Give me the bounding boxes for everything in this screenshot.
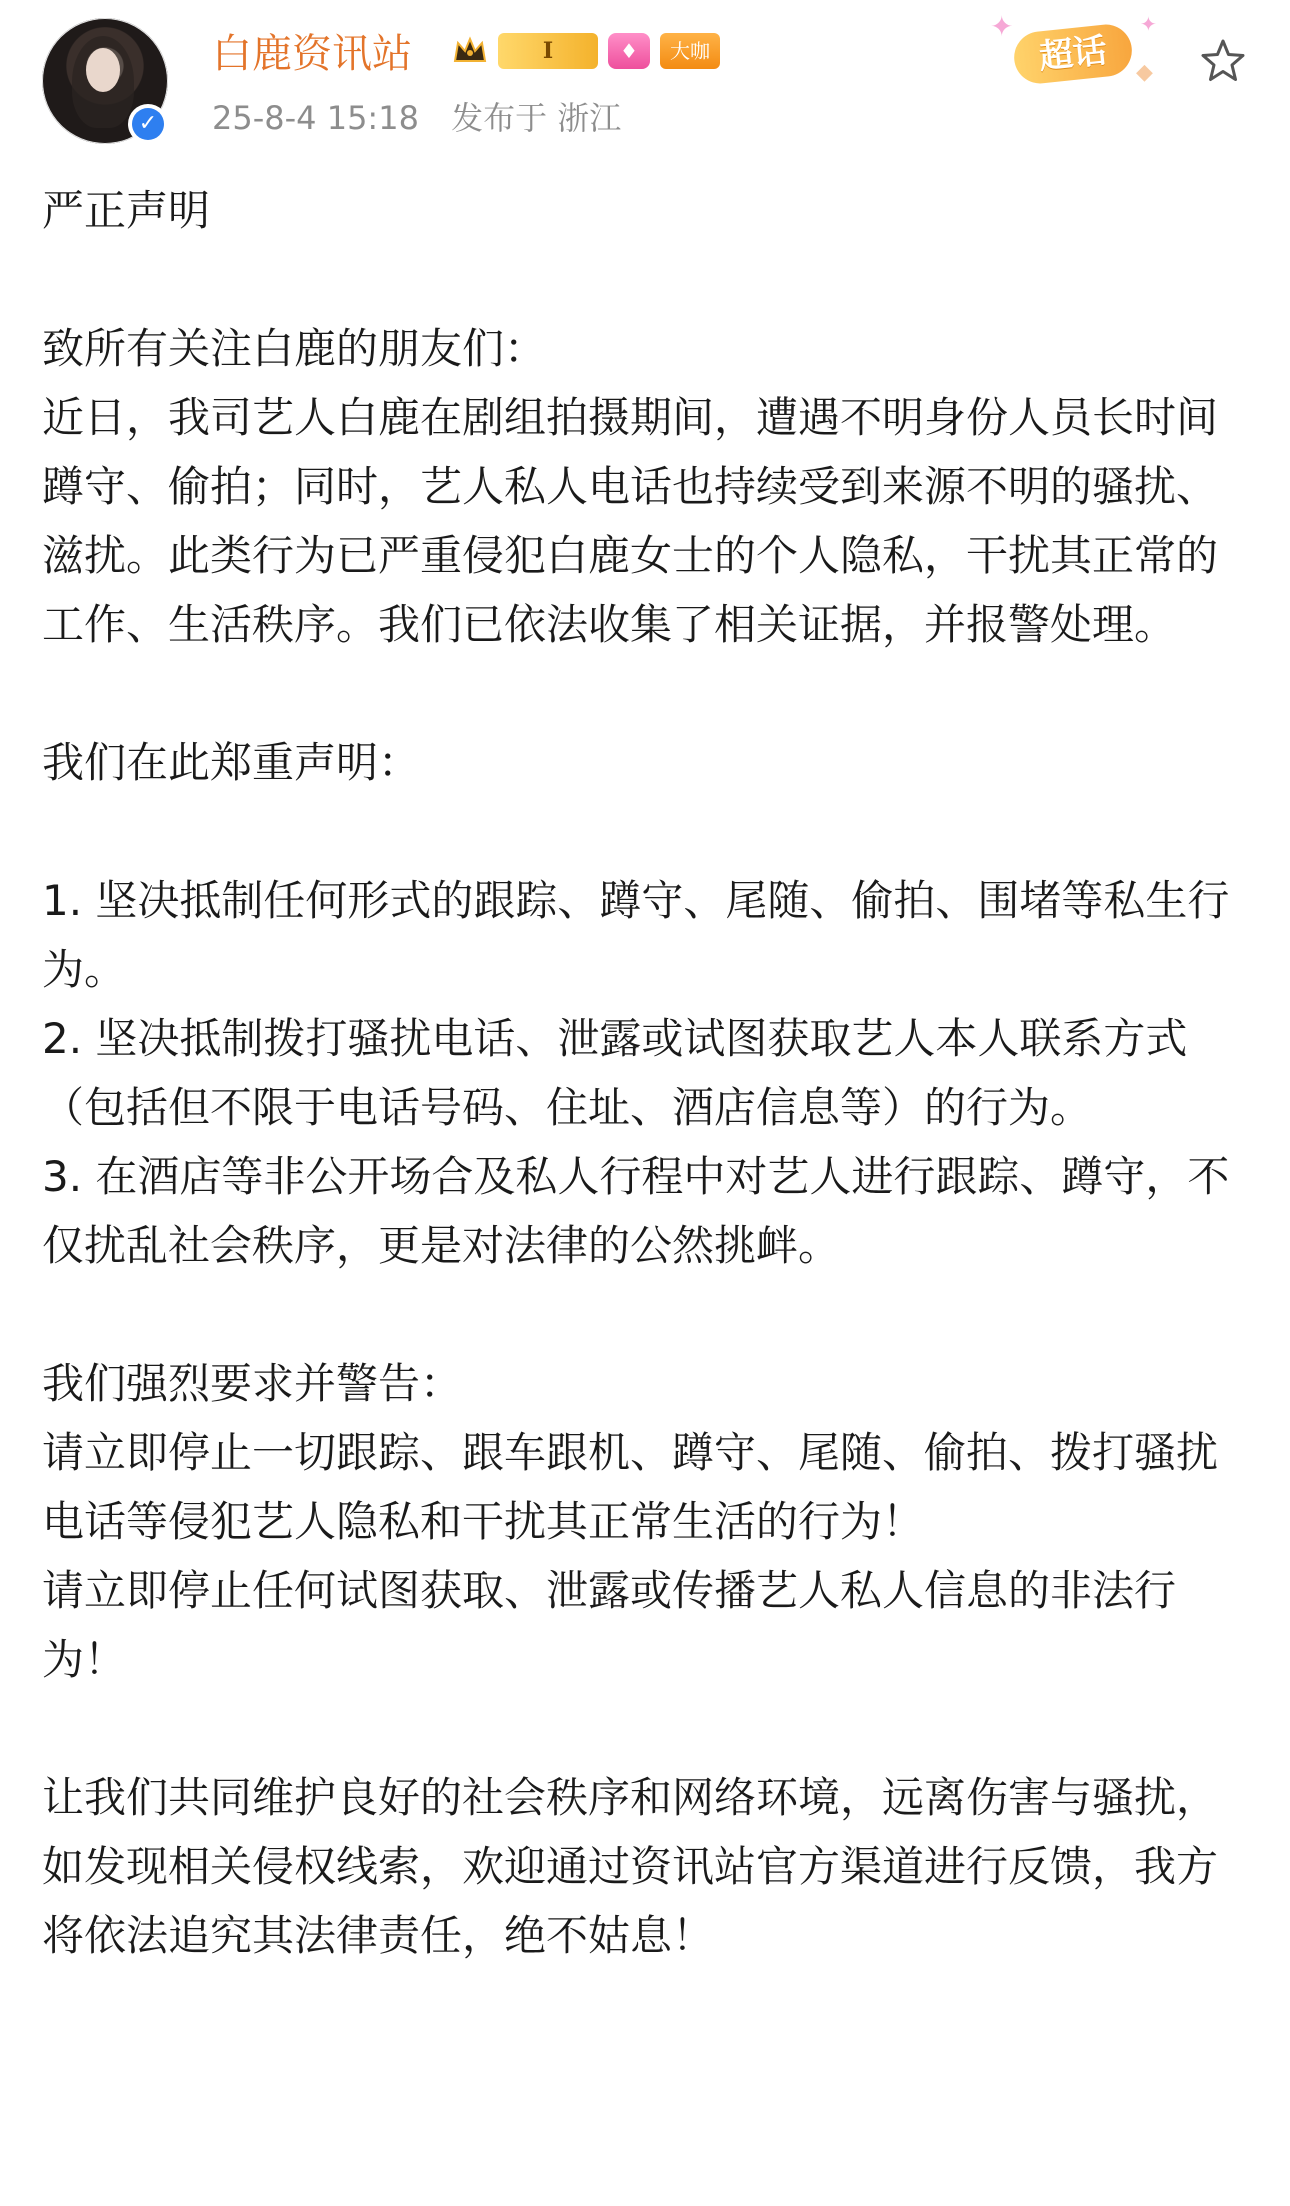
supertopic-button[interactable] (990, 10, 1160, 96)
post-closing: 让我们共同维护良好的社会秩序和网络环境，远离伤害与骚扰，如发现相关侵权线索，欢迎通过资讯站官方渠道进行反馈，我方将依法追究其法律责任，绝不姑息！ (42, 1773, 1219, 1960)
blank-line (42, 1280, 1252, 1349)
warning-demand: 请立即停止任何试图获取、泄露或传播艺人私人信息的非法行为！ (42, 1566, 1177, 1684)
user-badges (452, 33, 720, 69)
blank-line (42, 1694, 1252, 1763)
post-body (42, 176, 1252, 1970)
verified-check-icon (128, 104, 168, 144)
level-badge-text: I (542, 38, 554, 64)
post-location: 发布于 浙江 (451, 99, 622, 137)
supertopic-label: 超话 (1012, 22, 1135, 86)
sparkle-icon: ◆ (1136, 60, 1153, 85)
post-date: 25-8-4 15:18 (212, 99, 419, 137)
warning-demand: 请立即停止一切跟踪、跟车跟机、蹲守、尾随、偷拍、拨打骚扰电话等侵犯艺人隐私和干扰其正常生活的行为！ (42, 1428, 1219, 1546)
gem-icon[interactable]: ♦ (608, 33, 650, 69)
star-outline-icon[interactable] (1196, 34, 1250, 88)
avatar-face (86, 48, 120, 92)
declaration-point: 1. 坚决抵制任何形式的跟踪、蹲守、尾随、偷拍、围堵等私生行为。 (42, 876, 1230, 994)
declaration-intro: 我们在此郑重声明： (42, 738, 421, 787)
blank-line (42, 659, 1252, 728)
sparkle-icon: ✦ (1140, 12, 1157, 36)
post-header (0, 0, 1290, 160)
post-greeting: 致所有关注白鹿的朋友们： (42, 324, 547, 373)
username[interactable]: 白鹿资讯站 (212, 31, 412, 77)
daka-badge[interactable]: 大咖 (660, 33, 720, 69)
blank-line (42, 797, 1252, 866)
sparkle-icon: ✦ (990, 10, 1014, 43)
blank-line (42, 245, 1252, 314)
level-badge[interactable] (498, 33, 598, 69)
post-paragraph: 近日，我司艺人白鹿在剧组拍摄期间，遭遇不明身份人员长时间蹲守、偷拍；同时，艺人私人电话也持续受到来源不明的骚扰、滋扰。此类行为已严重侵犯白鹿女士的个人隐私，干扰其正常的工作、生活秩序。我们已依法收集了相关证据，并报警处理。 (42, 393, 1219, 649)
post-title: 严正声明 (42, 186, 211, 235)
crown-icon[interactable] (452, 33, 488, 69)
verified-check-mark: ✓ (132, 108, 164, 140)
declaration-point: 2. 坚决抵制拨打骚扰电话、泄露或试图获取艺人本人联系方式（包括但不限于电话号码、住址、酒店信息等）的行为。 (42, 1014, 1188, 1132)
warning-intro: 我们强烈要求并警告： (42, 1359, 463, 1408)
declaration-point: 3. 在酒店等非公开场合及私人行程中对艺人进行跟踪、蹲守，不仅扰乱社会秩序，更是对法律的公然挑衅。 (42, 1152, 1230, 1270)
post-meta (212, 96, 621, 140)
